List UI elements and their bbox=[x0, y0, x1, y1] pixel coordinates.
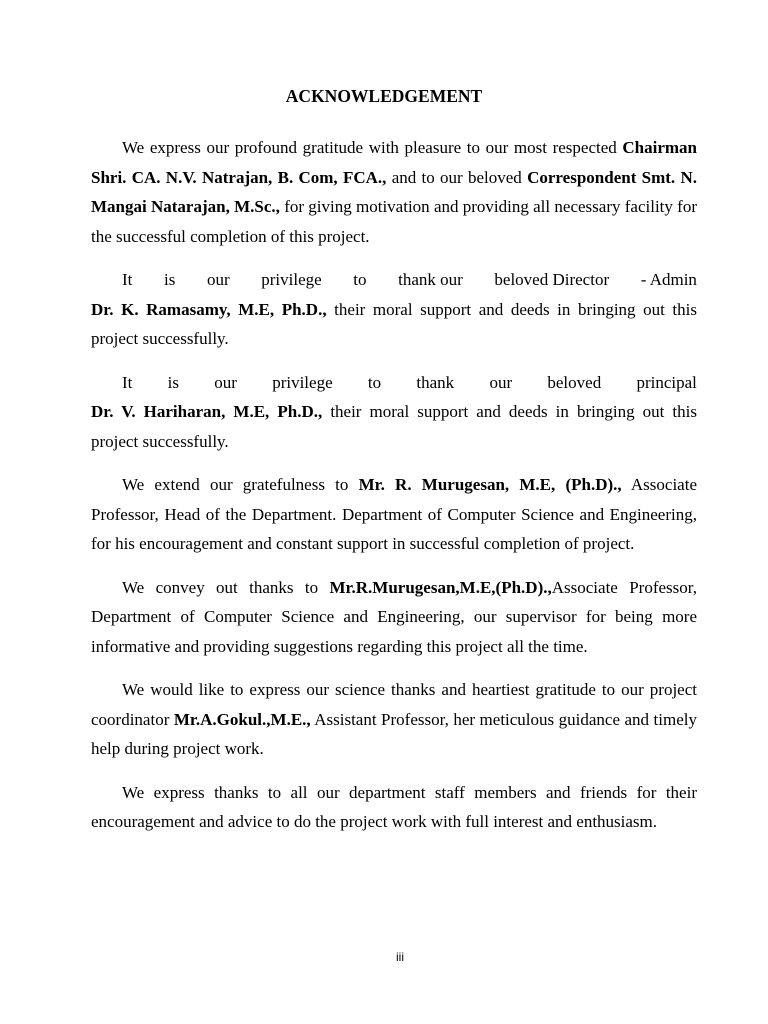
text: We express thanks to all our department staff members and friends for their encouragement and advice to do the project work with full interest and enthusiasm. bbox=[91, 782, 697, 831]
word: principal bbox=[636, 372, 697, 392]
text: Associate Professor, Department of Computer Science and Engineering, our supervisor for being more informative and providing suggestions regarding this project all the time. bbox=[91, 577, 697, 656]
word: thank our bbox=[398, 270, 463, 289]
text: for giving motivation and providing all necessary facility for the successful completion of this project. bbox=[91, 197, 697, 246]
text: We express our profound gratitude with pleasure to our most respected bbox=[122, 138, 623, 157]
text: We convey out thanks to bbox=[122, 577, 330, 597]
word: our bbox=[489, 372, 513, 392]
paragraph-continuation bbox=[91, 397, 697, 456]
hod-name: Mr. R. Murugesan, M.E, (Ph.D)., bbox=[358, 475, 622, 494]
word: beloved Director bbox=[494, 270, 610, 289]
word: thank bbox=[416, 372, 455, 392]
text: Associate Professor, Head of the Department. Department of Computer Science and Engineering, for his encouragement and constant support in successful completion of project. bbox=[91, 475, 697, 553]
principal-name: Dr. V. Hariharan, M.E, Ph.D., bbox=[91, 402, 323, 421]
word: our bbox=[214, 372, 237, 392]
chairman-name: Chairman Shri. CA. N.V. Natrajan, B. Com, FCA., bbox=[91, 138, 697, 187]
paragraph-chairman bbox=[91, 133, 697, 251]
paragraph-coordinator bbox=[91, 675, 697, 764]
page-title: ACKNOWLEDGEMENT bbox=[285, 86, 483, 106]
paragraph-continuation bbox=[91, 295, 697, 354]
supervisor-name: Mr.R.Murugesan,M.E,(Ph.D)., bbox=[329, 577, 552, 597]
word: It bbox=[122, 270, 133, 289]
spread-line bbox=[91, 368, 697, 398]
coordinator-name: Mr.A.Gokul.,M.E., bbox=[173, 709, 311, 729]
paragraph-hod bbox=[91, 470, 697, 559]
page-number: iii bbox=[396, 950, 404, 964]
text: We extend our gratefulness to bbox=[122, 475, 359, 494]
word: to bbox=[367, 372, 382, 392]
word: privilege bbox=[272, 372, 333, 392]
word: privilege bbox=[261, 270, 322, 289]
text: their moral support and deeds in bringing out this project successfully. bbox=[91, 402, 697, 451]
text: and to our beloved bbox=[386, 167, 528, 187]
paragraph-supervisor bbox=[91, 573, 697, 662]
acknowledgement-body bbox=[91, 133, 697, 851]
text: Assistant Professor, her meticulous guidance and timely help during project work. bbox=[91, 709, 697, 758]
text: We would like to express our science thanks and heartiest gratitude to our project coordinator bbox=[91, 680, 697, 729]
word: - Admin bbox=[640, 270, 697, 289]
word: our bbox=[206, 270, 230, 289]
paragraph-director bbox=[91, 265, 697, 354]
word: is bbox=[164, 270, 176, 289]
paragraph-staff bbox=[91, 778, 697, 837]
word: to bbox=[353, 270, 367, 289]
word: is bbox=[167, 372, 179, 392]
paragraph-principal bbox=[91, 368, 697, 457]
director-name: Dr. K. Ramasamy, M.E, Ph.D., bbox=[91, 299, 327, 319]
word: It bbox=[122, 372, 133, 392]
spread-line bbox=[91, 265, 697, 295]
text: their moral support and deeds in bringing out this project successfully. bbox=[91, 299, 697, 348]
correspondent-name: Correspondent Smt. N. Mangai Natarajan, M.Sc., bbox=[91, 167, 697, 216]
word: beloved bbox=[547, 372, 602, 392]
